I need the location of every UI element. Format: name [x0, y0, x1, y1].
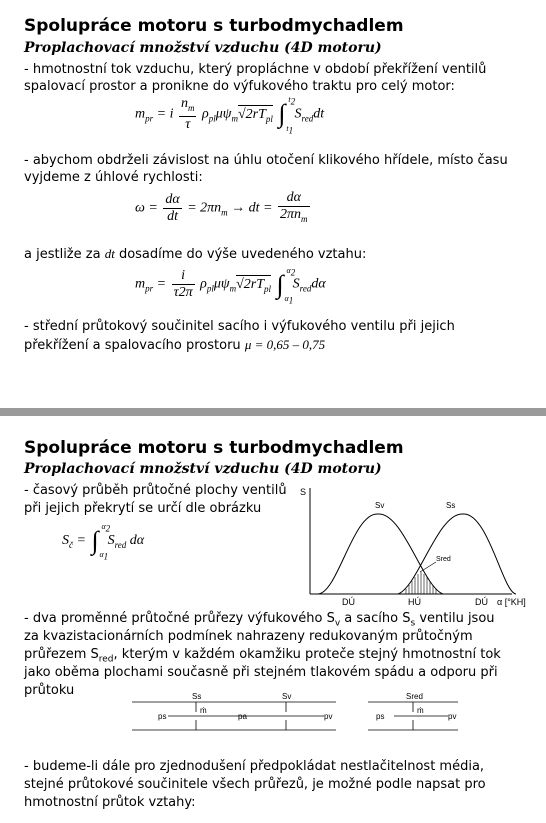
label-sred: Sred: [406, 692, 423, 701]
text-line: a jestliže za dt dosadíme do výše uvedeného vztahu:: [24, 246, 367, 262]
label-ps: ps: [376, 712, 385, 721]
tick-label: HÚ: [408, 597, 421, 607]
label-mdot: ṁ: [200, 706, 207, 715]
label-ss: Ss: [192, 692, 202, 701]
text-line: - budeme-li dále pro zjednodušení předpokládat nestlačitelnost média,: [24, 759, 485, 774]
slide-title: Spolupráce motoru s turbodmychadlem: [24, 438, 404, 458]
formula-angular-velocity: ω = $\frac{d\alpha}{dt}$ = $2\pi n_m$ → dt = $\frac{d\alpha}{2\pi n_m}$: [135, 190, 308, 224]
text-line: - abychom obdrželi závislost na úhlu otočení klikového hřídele, místo času: [24, 153, 508, 168]
text-line: stejné průtokové součinitele všech průřezů, je možné podle napsat pro: [24, 777, 486, 792]
label-ps: ps: [158, 712, 167, 721]
text-line: - dva proměnné průtočné průřezy výfukového $S_v$ a sacího $S_s$ ventilu jsou: [24, 611, 495, 629]
cross-section-schematic: [128, 692, 528, 740]
chart-y-label: S: [300, 487, 307, 497]
valve-overlap-chart: [298, 482, 544, 608]
text-line: překřížení a spalovacího prostoru μ = 0,65 – 0,75: [24, 337, 326, 353]
text-line: vyjdeme z úhlové rychlosti:: [24, 170, 203, 185]
label-pv: pv: [324, 712, 333, 721]
formula-mass-flow-angle: $m_{pr}$ = $\frac{i}{\tau 2\pi}$ $\rho_{pl}\mu\psi_m√2rT_{pl}$ ∫ $\alpha_2$ $\alpha_1$ $S_{red}d\alpha$: [135, 265, 326, 306]
chart-x-label: α [°KH]: [497, 597, 526, 607]
tick-label: DÚ: [475, 597, 488, 607]
text-line: - střední průtokový součinitel sacího i výfukového ventilu při jejich: [24, 319, 455, 334]
label-pa: pa: [238, 712, 247, 721]
text-line: při jejich překrytí se určí dle obrázku: [24, 501, 262, 516]
sred-leader: [420, 562, 436, 572]
formula-mass-flow: $m_{pr} = i$ $\frac{n_m}{\tau}$ $\rho_{pl}\mu\psi_m√2rT_{pl}$ ∫ $t_2$ $t_1$ $S_{red}dt$: [135, 95, 325, 136]
text-line: průtoku: [24, 683, 75, 698]
curve-sv-label: Sv: [375, 501, 385, 510]
formula-sc: $S_č$ = ∫ $\alpha_2$ $\alpha_1$ $S_{red}$ dα: [62, 522, 145, 562]
curve-sred-label: Sred: [436, 556, 451, 563]
label-mdot: ṁ: [417, 706, 424, 715]
label-pv: pv: [448, 712, 457, 721]
curve-ss-label: Ss: [446, 501, 456, 510]
text-line: - hmotnostní tok vzduchu, který propláchne v období překřížení ventilů: [24, 62, 487, 77]
text-line: hmotnostní průtok vztahy:: [24, 795, 196, 810]
curve-ss: [398, 514, 516, 594]
text-line: spalovací prostor a pronikne do výfukového traktu pro celý motor:: [24, 79, 455, 94]
text-line: - časový průběh průtočné plochy ventilů: [24, 483, 287, 498]
text-line: průřezem $S_{red}$, kterým v každém okamžiku proteče stejný hmotnostní tok: [24, 647, 501, 665]
text-line: za kvazistacionárních podmínek nahrazeny redukovaným průtočným: [24, 629, 473, 644]
slide-2: [0, 416, 546, 823]
slide-separator: [0, 408, 546, 416]
slide-subtitle: Proplachovací množství vzduchu (4D motoru): [24, 461, 382, 477]
text-line: jako oběma plochami současně při stejném tlakovém spádu a odporu při: [24, 665, 498, 680]
slide-title: Spolupráce motoru s turbodmychadlem: [24, 16, 404, 36]
tick-label: DÚ: [342, 597, 355, 607]
slide-subtitle: Proplachovací množství vzduchu (4D motoru): [24, 40, 382, 56]
slide-1: [0, 0, 546, 408]
label-sv: Sv: [282, 692, 292, 701]
